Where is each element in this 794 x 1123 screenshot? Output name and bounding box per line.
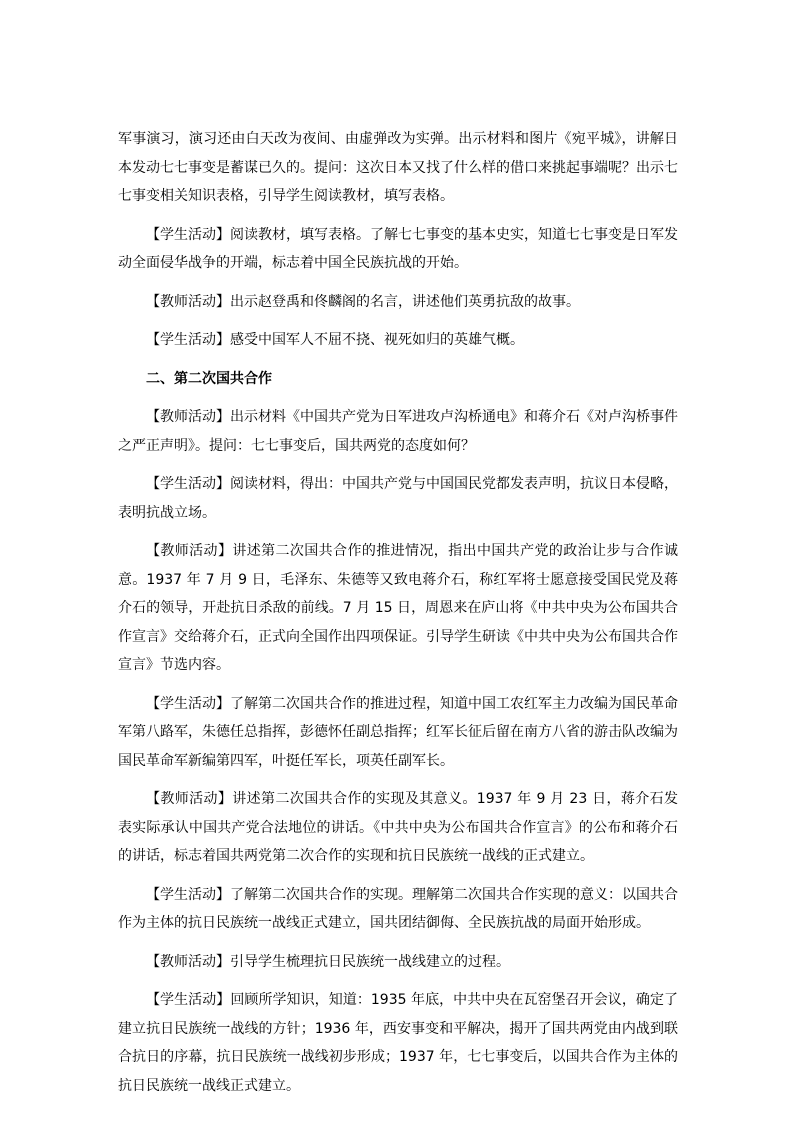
paragraph-6: 【教师活动】出示材料《中国共产党为日军进攻卢沟桥通电》和蒋介石《对卢沟桥事件之严正声明》。提问：七七事变后，国共两党的态度如何？ xyxy=(118,409,678,454)
section-heading: 二、第二次国共合作 xyxy=(146,370,272,387)
paragraph-9: 【学生活动】了解第二次国共合作的推进过程，知道中国工农红军主力改编为国民革命军第八路军，朱德任总指挥，彭德怀任副总指挥；红军长征后留在南方八省的游击队改编为国民革命军新编第四军，叶挺任军长，项英任副军长。 xyxy=(118,695,678,769)
paragraph-8: 【教师活动】讲述第二次国共合作的推进情况，指出中国共产党的政治让步与合作诚意。1937 年 7 月 9 日，毛泽东、朱德等又致电蒋介石，称红军将士愿意接受国民党及蒋介石的领导，开赴抗日杀敌的前线。7 月 15 日，周恩来在庐山将《中共中央为公布国共合作宣言》交给蒋介石，正式向全国作出四项保证。引导学生研读《中共中央为公布国共合作宣言》节选内容。 xyxy=(118,543,678,673)
document-page xyxy=(118,125,678,1110)
paragraph-7: 【学生活动】阅读材料，得出：中国共产党与中国国民党都发表声明，抗议日本侵略，表明抗战立场。 xyxy=(118,476,678,521)
paragraph-4: 【学生活动】感受中国军人不屈不挠、视死如归的英雄气概。 xyxy=(146,332,524,348)
paragraph-2: 【学生活动】阅读教材，填写表格。了解七七事变的基本史实，知道七七事变是日军发动全面侵华战争的开端，标志着中国全民族抗战的开始。 xyxy=(118,226,678,271)
paragraph-12: 【教师活动】引导学生梳理抗日民族统一战线建立的过程。 xyxy=(146,953,510,970)
paragraph-11: 【学生活动】了解第二次国共合作的实现。理解第二次国共合作实现的意义：以国共合作为主体的抗日民族统一战线正式建立，国共团结御侮、全民族抗战的局面开始形成。 xyxy=(118,886,678,931)
paragraph-10: 【教师活动】讲述第二次国共合作的实现及其意义。1937 年 9 月 23 日，蒋介石发表实际承认中国共产党合法地位的讲话。《中共中央为公布国共合作宣言》的公布和蒋介石的讲话，标志着国共两党第二次合作的实现和抗日民族统一战线的正式建立。 xyxy=(118,791,678,864)
paragraph-1: 军事演习，演习还由白天改为夜间、由虚弹改为实弹。出示材料和图片《宛平城》，讲解日本发动七七事变是蓄谋已久的。提问：这次日本又找了什么样的借口来挑起事端呢？出示七七事变相关知识表格，引导学生阅读教材，填写表格。 xyxy=(118,131,678,204)
paragraph-3: 【教师活动】出示赵登禹和佟麟阁的名言，讲述他们英勇抗敌的故事。 xyxy=(146,293,580,310)
paragraph-13: 【学生活动】回顾所学知识，知道：1935 年底，中共中央在瓦窑堡召开会议，确定了建立抗日民族统一战线的方针；1936 年，西安事变和平解决，揭开了国共两党由内战到联合抗日的序幕，抗日民族统一战线初步形成；1937 年，七七事变后，以国共合作为主体的抗日民族统一战线正式建立。 xyxy=(118,992,678,1094)
